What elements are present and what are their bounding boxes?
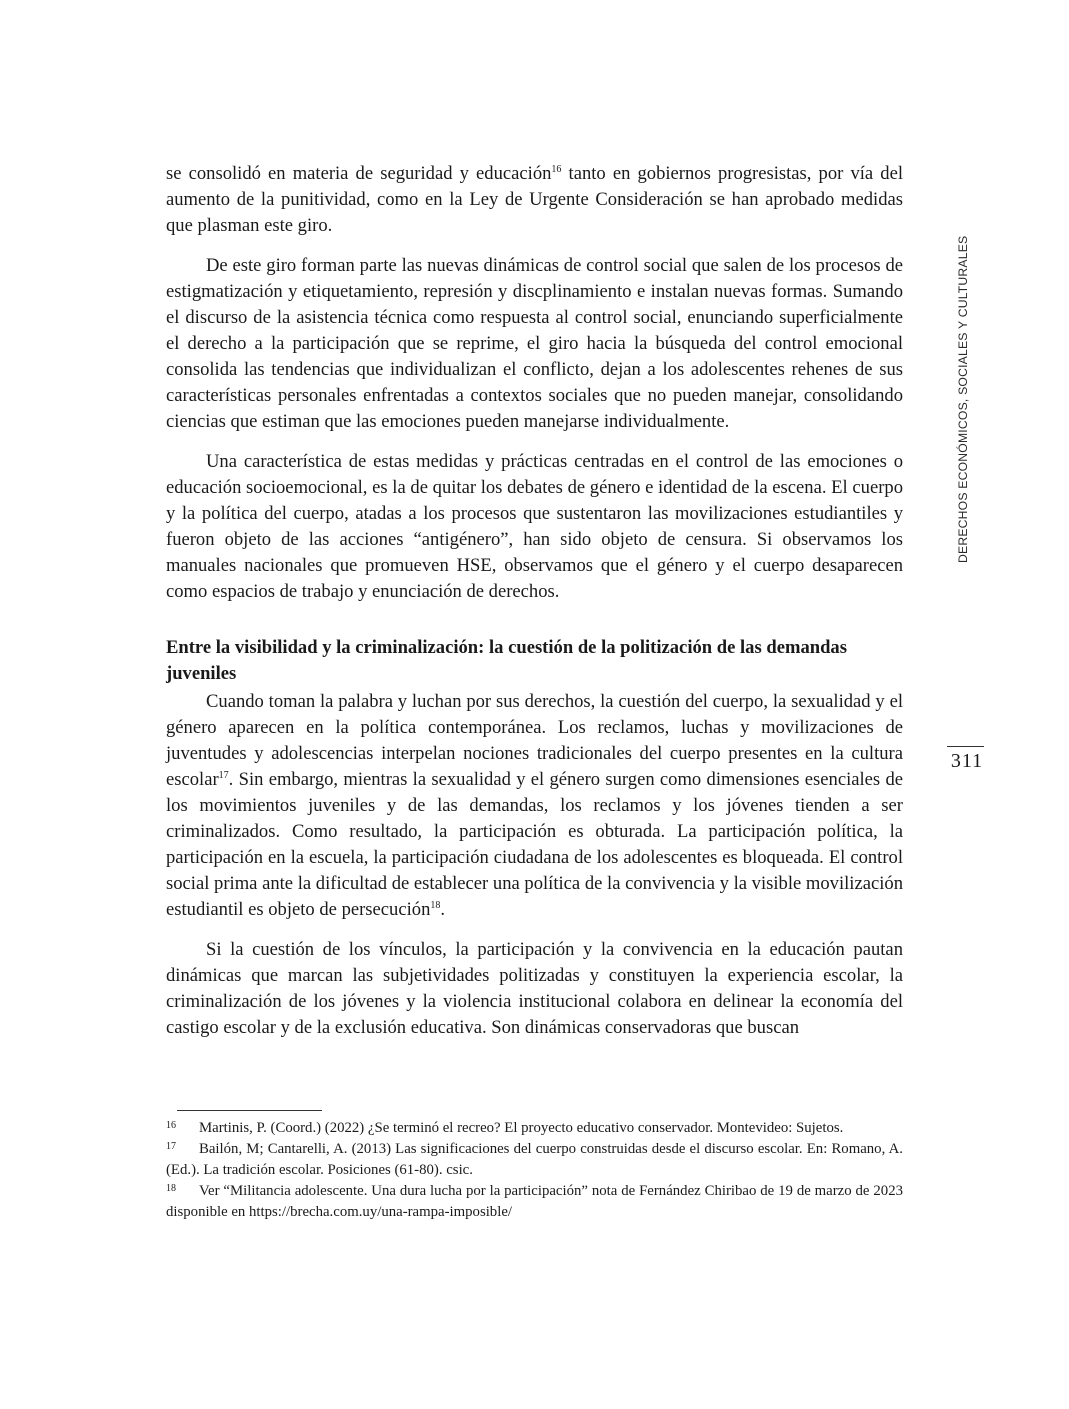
- paragraph-2: De este giro forman parte las nuevas dinámicas de control social que salen de los procesos de estigmatización y etiquetamiento, represión y discplinamiento e instalan nuevas formas. Sumando el discurso de la asistencia técnica como respuesta al control social, enunciando superficialmente el derecho a la participación que se reprime, el giro hacia la búsqueda del control emocional consolida las tendencias que individualizan el conflicto, dejan a los adolescentes rehenes de sus características personales enfrentadas a contextos sociales que no pueden manejar, consolidando ciencias que estiman que las emociones pueden manejarse individualmente.: [166, 255, 903, 432]
- footnote-number: 18: [166, 1183, 176, 1194]
- paragraph-4: [166, 689, 903, 923]
- footnotes: [166, 1118, 903, 1223]
- body-text: [166, 161, 903, 1055]
- paragraph-4-text-c: .: [440, 899, 446, 920]
- paragraph-4-text-b: . Sin embargo, mientras la sexualidad y el género surgen como dimensiones esenciales de los movimientos juveniles y de las demandas, los reclamos y los jóvenes tienden a ser criminalizados. Como resultado, la participación es obturada. La participación política, la participación en la escuela, la participación ciudadana de los adolescentes es bloqueada. El control social prima ante la dificultad de establecer una política de la convivencia y la visible movilización estudiantil es objeto de persecución: [166, 769, 903, 920]
- footnote-ref-17[interactable]: 17: [218, 769, 229, 781]
- page-number-rule: [947, 746, 984, 747]
- footnote-text: Bailón, M; Cantarelli, A. (2013) Las significaciones del cuerpo construidas desde el discurso escolar. En: Romano, A. (Ed.). La tradición escolar. Posiciones (61-80). csic.: [166, 1141, 903, 1178]
- footnote-number: 16: [166, 1120, 176, 1131]
- footnote-18: [166, 1181, 903, 1223]
- footnote-ref-18[interactable]: 18: [430, 899, 441, 911]
- section-heading: Entre la visibilidad y la criminalización: la cuestión de la politización de las demandas juveniles: [166, 637, 847, 684]
- footnote-number: 17: [166, 1141, 176, 1152]
- paragraph-5: Si la cuestión de los vínculos, la participación y la convivencia en la educación pautan dinámicas que marcan las subjetividades politizadas y constituyen la experiencia escolar, la criminalización de los jóvenes y la violencia institucional colabora en delinear la economía del castigo escolar y de la exclusión educativa. Son dinámicas conservadoras que buscan: [166, 939, 903, 1038]
- footnote-ref-16[interactable]: 16: [551, 163, 562, 175]
- footnote-text: Ver “Militancia adolescente. Una dura lucha por la participación” nota de Fernández Chiribao de 19 de marzo de 2023 disponible en https://brecha.com.uy/una-rampa-imposible/: [166, 1183, 903, 1220]
- page-number: 311: [950, 750, 984, 772]
- footnote-text: Martinis, P. (Coord.) (2022) ¿Se terminó el recreo? El proyecto educativo conservador. Montevideo: Sujetos.: [199, 1120, 844, 1136]
- footnote-divider: [177, 1110, 322, 1111]
- footnote-16: [166, 1118, 903, 1139]
- paragraph-1-text-b: tanto en gobiernos progresistas, por vía del aumento de la punitividad, como en la Ley de Urgente Consideración se han aprobado medidas que plasman este giro.: [166, 163, 903, 236]
- paragraph-4-text-a: Cuando toman la palabra y luchan por sus derechos, la cuestión del cuerpo, la sexualidad y el género aparecen en la política contemporánea. Los reclamos, luchas y movilizaciones de juventudes y adolescencias interpelan nociones tradicionales del cuerpo presentes en la cultura escolar: [166, 691, 903, 790]
- paragraph-3: Una característica de estas medidas y prácticas centradas en el control de las emociones o educación socioemocional, es la de quitar los debates de género e identidad de la escena. El cuerpo y la política del cuerpo, atadas a los procesos que sustentaron las movilizaciones estudiantiles y fueron objeto de las acciones “antigénero”, han sido objeto de censura. Si observamos los manuales nacionales que promueven HSE, observamos que el género y el cuerpo desaparecen como espacios de trabajo y enunciación de derechos.: [166, 451, 903, 602]
- running-title: DERECHOS ECONÓMICOS, SOCIALES Y CULTURALES: [956, 235, 970, 563]
- paragraph-1: [166, 161, 903, 239]
- footnote-17: [166, 1139, 903, 1181]
- paragraph-1-text-a: se consolidó en materia de seguridad y educación: [166, 163, 552, 184]
